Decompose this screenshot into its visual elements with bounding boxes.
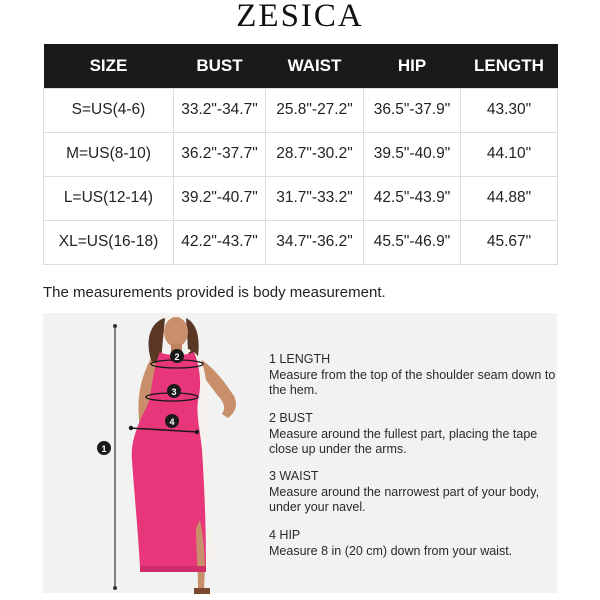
instruction-bust-text: Measure around the fullest part, placing the tape close up under the arms. (269, 426, 538, 456)
model-shoe (194, 588, 210, 594)
instruction-bust-title: 2 BUST (269, 411, 313, 425)
instruction-waist-text: Measure around the narrowest part of your body, under your navel. (269, 484, 540, 514)
marker-3 (167, 384, 181, 398)
cell-size: L=US(12-14) (44, 176, 174, 220)
cell-length: 43.30" (461, 88, 558, 132)
header-waist: WAIST (266, 44, 364, 88)
instruction-hip-title: 4 HIP (269, 528, 301, 542)
hip-tape-left-dot (129, 426, 133, 430)
model-hem (140, 566, 206, 572)
cell-bust: 39.2"-40.7" (174, 176, 266, 220)
cell-bust: 33.2"-34.7" (174, 88, 266, 132)
marker-1 (97, 441, 111, 455)
header-hip: HIP (364, 44, 461, 88)
brand-logo: ZESICA (236, 0, 364, 34)
header-length: LENGTH (461, 44, 558, 88)
header-size: SIZE (44, 44, 174, 88)
cell-bust: 36.2"-37.7" (174, 132, 266, 176)
cell-length: 44.10" (461, 132, 558, 176)
cell-hip: 39.5"-40.9" (364, 132, 461, 176)
instruction-length (269, 352, 559, 399)
cell-length: 45.67" (461, 220, 558, 264)
instruction-length-text: Measure from the top of the shoulder seam down to the hem. (269, 367, 556, 397)
cell-hip: 45.5"-46.9" (364, 220, 461, 264)
cell-waist: 34.7"-36.2" (266, 220, 364, 264)
instruction-waist (269, 469, 559, 516)
length-line-top-dot (113, 324, 117, 328)
marker-2-label: 2 (174, 352, 180, 362)
instruction-hip-text: Measure 8 in (20 cm) down from your waist. (269, 543, 513, 558)
cell-size: S=US(4-6) (44, 88, 174, 132)
cell-length: 44.88" (461, 176, 558, 220)
cell-hip: 36.5"-37.9" (364, 88, 461, 132)
instruction-waist-title: 3 WAIST (269, 469, 319, 483)
cell-waist: 31.7"-33.2" (266, 176, 364, 220)
header-bust: BUST (174, 44, 266, 88)
cell-waist: 25.8"-27.2" (266, 88, 364, 132)
instruction-length-title: 1 LENGTH (269, 352, 331, 366)
cell-bust: 42.2"-43.7" (174, 220, 266, 264)
measurement-note: The measurements provided is body measurement. (43, 284, 386, 301)
length-line-bottom-dot (113, 586, 117, 590)
marker-4-label: 4 (169, 417, 175, 427)
cell-size: XL=US(16-18) (44, 220, 174, 264)
hip-tape-right-dot (195, 430, 199, 434)
instruction-hip (269, 528, 559, 559)
marker-2 (170, 349, 184, 363)
instruction-bust (269, 411, 559, 458)
cell-hip: 42.5"-43.9" (364, 176, 461, 220)
marker-4 (165, 414, 179, 428)
cell-size: M=US(8-10) (44, 132, 174, 176)
cell-waist: 28.7"-30.2" (266, 132, 364, 176)
model-head (164, 317, 188, 347)
marker-1-label: 1 (101, 444, 107, 454)
marker-3-label: 3 (171, 387, 177, 397)
